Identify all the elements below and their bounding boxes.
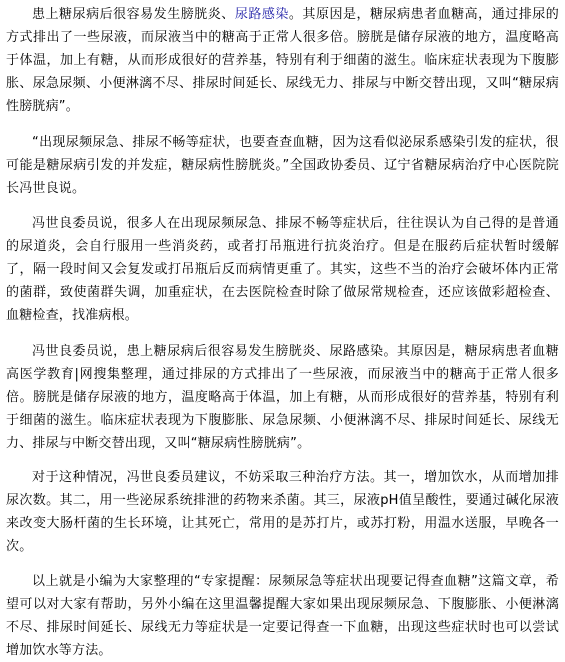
paragraph-3: 冯世良委员说，很多人在出现尿频尿急、排尿不畅等症状后，往往误认为自己得的是普通的尿道炎，会自行服用一些消炎药，或者打吊瓶进行抗炎治疗。但是在服药后症状暂时缓解了，隔一段时间又会复发或打吊瓶后反而病情更重了。其实，这些不当的治疗会破坏体内正常的菌群，致使菌群失调，加重症状，在去医院检查时除了做尿常规检查，还应该做彩超检查、血糖检查，找准病根。 bbox=[6, 216, 559, 323]
paragraph-6: 以上就是小编为大家整理的“专家提醒：尿频尿急等症状出现要记得查血糖”这篇文章，希望可以对大家有帮助，另外小编在这里温馨提醒大家如果出现尿频尿急、下腹膨胀、小便淋漓不尽、排尿时间延长、尿线无力等症状是一定要记得查一下血糖，出现这些症状时也可以尝试增加饮水等方法。 bbox=[6, 574, 559, 658]
paragraph-2: “出现尿频尿急、排尿不畅等症状，也要查查血糖，因为这看似泌尿系感染引发的症状，很可能是糖尿病引发的并发症，糖尿病性膀胱炎。”全国政协委员、辽宁省糖尿病治疗中心医院院长冯世良说。 bbox=[6, 135, 559, 196]
paragraph-1-text-end: 。其原因是，糖尿病患者血糖高，通过排尿的方式排出了一些尿液，而尿液当中的糖高于正常人很多倍。膀胱是储存尿液的地方，温度略高于体温，加上有糖，从而形成很好的营养基，特别有利于细菌的滋生。临床症状表现为下腹膨胀、尿急尿频、小便淋漓不尽、排尿时间延长、尿线无力、排尿与中断交替出现，又叫“糖尿病性膀胱病”。 bbox=[6, 7, 559, 114]
paragraph-4: 冯世良委员说，患上糖尿病后很容易发生膀胱炎、尿路感染。其原因是，糖尿病患者血糖高医学教育|网搜集整理，通过排尿的方式排出了一些尿液，而尿液当中的糖高于正常人很多倍。膀胱是储存尿液的地方，温度略高于体温，加上有糖，从而形成很好的营养基，特别有利于细菌的滋生。临床症状表现为下腹膨胀、尿急尿频、小便淋漓不尽、排尿时间延长、尿线无力、排尿与中断交替出现，又叫“糖尿病性膀胱病”。 bbox=[6, 344, 559, 451]
urinary-tract-infection-link[interactable]: 尿路感染 bbox=[234, 7, 289, 22]
paragraph-1-text-start: 患上糖尿病后很容易发生膀胱炎、 bbox=[32, 7, 235, 22]
paragraph-1 bbox=[6, 3, 559, 118]
paragraph-5: 对于这种情况，冯世良委员建议，不妨采取三种治疗方法。其一，增加饮水，从而增加排尿次数。其二，用一些泌尿系统排泄的药物来杀菌。其三，尿液pH值呈酸性，要通过碱化尿液来改变大肠杆菌的生长环境，让其死亡，常用的是苏打片，或苏打粉，用温水送服，早晚各一次。 bbox=[6, 470, 559, 554]
